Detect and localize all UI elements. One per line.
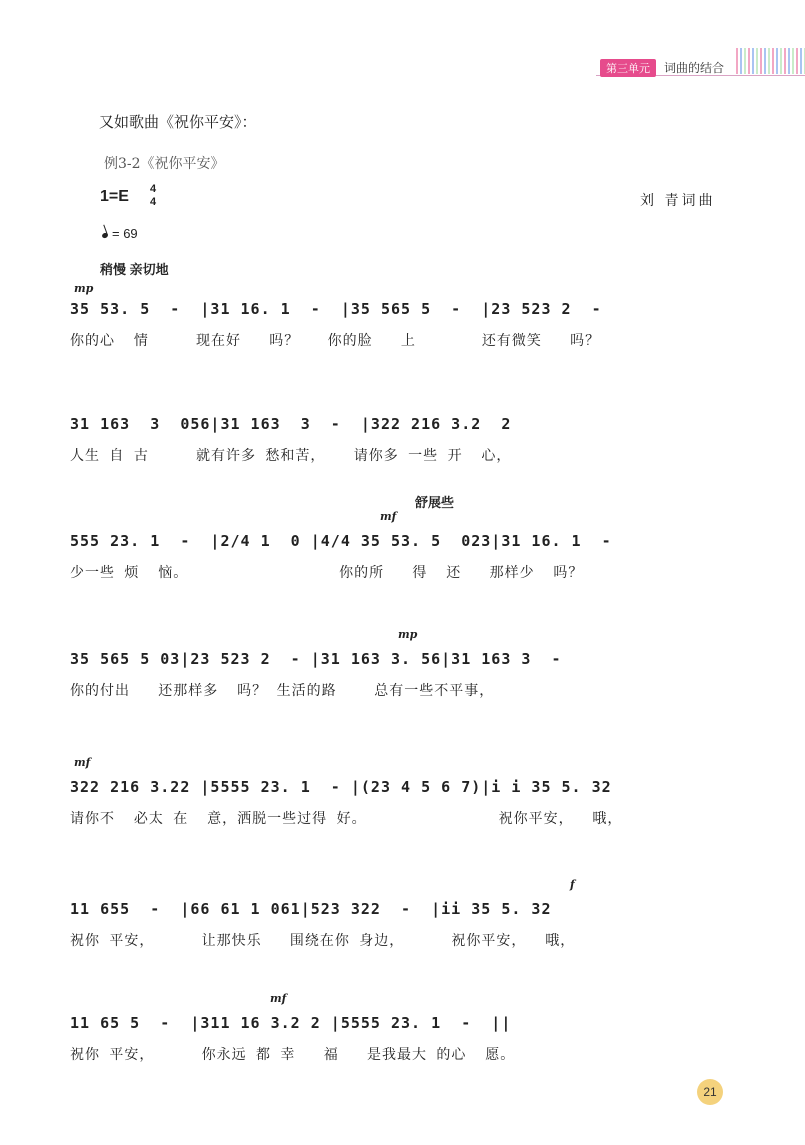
header-decoration — [736, 48, 805, 74]
page-number: 21 — [697, 1079, 723, 1105]
tempo-marking — [102, 226, 138, 241]
example-label: 例3-2《祝你平安》 — [104, 156, 225, 172]
notes-line: 31 163 3 056|31 163 3 - |322 216 3.2 2 — [70, 415, 512, 433]
lyrics-line: 少一些 烦 恼。 你的所 得 还 那样少 吗？ — [70, 565, 584, 581]
lyrics-line: 你的付出 还那样多 吗？ 生活的路 总有一些不平事， — [70, 683, 495, 699]
score-system-3 — [70, 510, 730, 590]
score-system-2 — [70, 397, 730, 477]
dynamic-mark: mf — [380, 510, 397, 523]
lyrics-line: 请你不 必太 在 意，洒脱一些过得 好。 祝你平安， 哦， — [70, 811, 623, 827]
lyrics-line: 祝你 平安， 你永远 都 幸 福 是我最大 的心 愿。 — [70, 1047, 516, 1063]
tempo-value: = 69 — [112, 226, 138, 241]
notes-line: 11 65 5 - |311 16 3.2 2 |5555 23. 1 - || — [70, 1014, 512, 1032]
notes-line: 555 23. 1 - |2/4 1 0 |4/4 35 53. 5 023|31 16. 1 - — [70, 532, 612, 550]
lyrics-line: 你的心 情 现在好 吗？ 你的脸 上 还有微笑 吗？ — [70, 333, 601, 349]
notes-line: 11 655 - |66 61 1 061|523 322 - |ii 35 5. 32 — [70, 900, 552, 918]
score-system-5 — [70, 752, 730, 832]
score-system-1 — [70, 282, 730, 362]
intro-text: 又如歌曲《祝你平安》： — [99, 113, 257, 131]
dynamic-mark: mf — [74, 756, 91, 769]
score-system-6 — [70, 878, 730, 958]
lyrics-line: 人生 自 古 就有许多 愁和苦， 请你多 一些 开 心， — [70, 448, 512, 464]
key-signature: 1=E — [100, 188, 129, 205]
time-signature-bottom: 4 — [150, 196, 157, 208]
dynamic-mark: mp — [398, 628, 418, 641]
dynamic-mark: mp — [74, 282, 94, 295]
time-signature — [150, 183, 156, 209]
dynamic-mark: f — [570, 878, 575, 891]
expression-marking: 稍慢 亲切地 — [100, 262, 169, 277]
section-title: 词曲的结合 — [664, 61, 725, 75]
dynamic-mark: mf — [270, 992, 287, 1005]
notes-line: 35 53. 5 - |31 16. 1 - |35 565 5 - |23 523 2 - — [70, 300, 602, 318]
notes-line: 322 216 3.22 |5555 23. 1 - |(23 4 5 6 7)|i i 35 5. 32 — [70, 778, 612, 796]
expression-marking-2: 舒展些 — [415, 495, 455, 510]
author-credit: 刘 青词曲 — [640, 193, 716, 209]
quarter-note-icon — [101, 232, 108, 239]
notes-line: 35 565 5 03|23 523 2 - |31 163 3. 56|31 163 3 - — [70, 650, 562, 668]
time-signature-top: 4 — [150, 183, 157, 195]
score-system-7 — [70, 992, 730, 1072]
lyrics-line: 祝你 平安， 让那快乐 围绕在你 身边， 祝你平安， 哦， — [70, 933, 576, 949]
unit-badge: 第三单元 — [600, 59, 656, 77]
score-system-4 — [70, 628, 730, 708]
